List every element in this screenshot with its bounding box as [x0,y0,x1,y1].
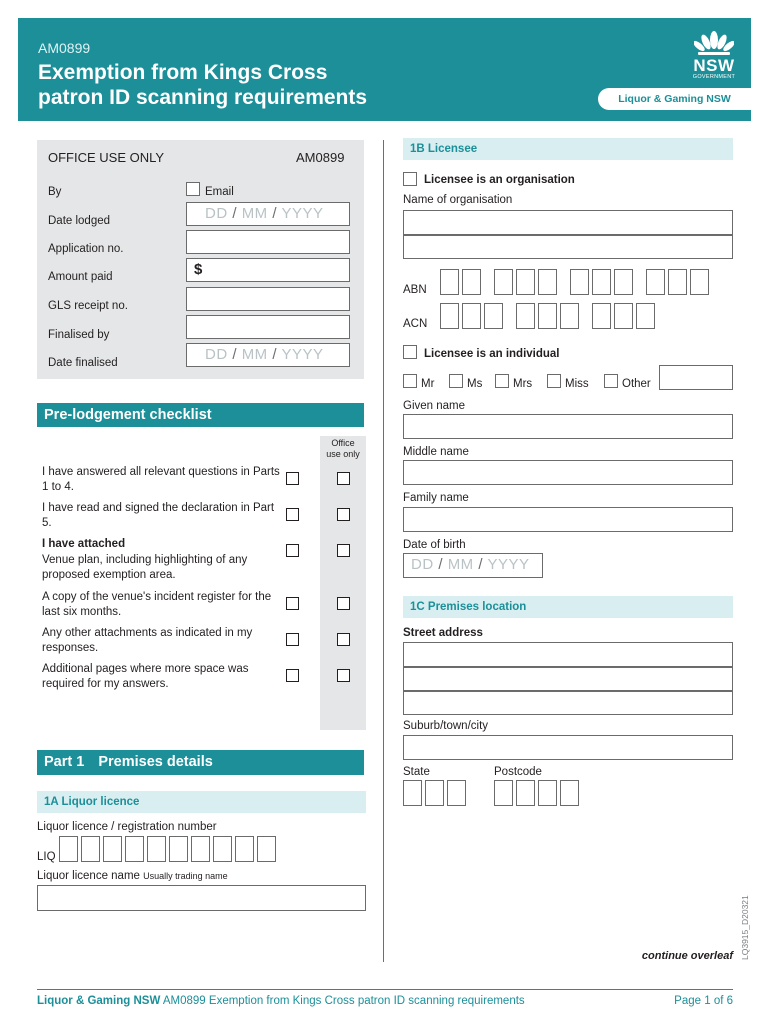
org-option-label: Licensee is an organisation [424,174,575,186]
abn-digit-box[interactable] [440,269,459,295]
date-dd-placeholder: DD [411,556,434,573]
acn-digit-box[interactable] [462,303,481,329]
given-name-label: Given name [403,400,466,412]
checklist-checkbox[interactable] [286,508,299,521]
date-separator: / [272,205,278,222]
side-code-wrapper [740,895,750,970]
org-name-field-2[interactable] [403,235,733,259]
amount-paid-field[interactable] [186,258,350,282]
date-mm-placeholder: MM [241,205,268,222]
street-address-field-2[interactable] [403,667,733,691]
office-use-column-header [320,438,366,460]
licence-digit-box[interactable] [125,836,144,862]
abn-digit-box[interactable] [516,269,535,295]
title-mr-checkbox[interactable] [403,374,417,388]
dob-field[interactable] [403,553,543,578]
agency-tab: Liquor & Gaming NSW [598,88,751,110]
checklist-checkbox[interactable] [286,669,299,682]
nsw-logo-text: NSW [693,56,735,75]
side-code: LQ3915_D20321 [740,895,750,960]
postcode-digit-box[interactable] [560,780,579,806]
licence-name-label-text: Liquor licence name [37,870,140,882]
licence-digit-box[interactable] [81,836,100,862]
date-finalised-field[interactable] [186,343,350,367]
title-mrs-checkbox[interactable] [495,374,509,388]
footer-doc-title: AM0899 Exemption from Kings Cross patron ID scanning requirements [162,995,525,1007]
title-ms-label: Ms [467,378,483,390]
street-address-field-1[interactable] [403,642,733,667]
office-checkbox[interactable] [337,544,350,557]
postcode-digit-box[interactable] [516,780,535,806]
abn-digit-box[interactable] [614,269,633,295]
date-lodged-label: Date lodged [48,215,111,227]
office-checkbox[interactable] [337,633,350,646]
acn-digit-box[interactable] [484,303,503,329]
date-separator: / [232,346,238,363]
date-dd-placeholder: DD [205,205,228,222]
acn-digit-box[interactable] [538,303,557,329]
footer-text [37,995,525,1007]
licence-digit-box[interactable] [103,836,122,862]
org-checkbox[interactable] [403,172,417,186]
title-mr-label: Mr [421,378,435,390]
acn-digit-box[interactable] [560,303,579,329]
date-lodged-field[interactable] [186,202,350,226]
continue-overleaf: continue overleaf [641,950,733,962]
by-label: By [48,186,62,198]
checklist-checkbox[interactable] [286,597,299,610]
acn-digit-box[interactable] [440,303,459,329]
street-address-label: Street address [403,627,483,639]
checklist-checkbox[interactable] [286,633,299,646]
acn-digit-box[interactable] [516,303,535,329]
checklist-checkbox[interactable] [286,544,299,557]
office-checkbox[interactable] [337,597,350,610]
individual-checkbox[interactable] [403,345,417,359]
title-other-label: Other [622,378,651,390]
title-mrs-label: Mrs [513,378,533,390]
licence-number-label: Liquor licence / registration number [37,821,217,833]
amount-paid-label: Amount paid [48,271,113,283]
licence-name-hint: Usually trading name [143,871,228,881]
date-separator: / [272,346,278,363]
date-separator: / [478,556,484,573]
state-char-box[interactable] [403,780,422,806]
part1-bar [37,750,364,775]
licence-digit-box[interactable] [235,836,254,862]
abn-digit-box[interactable] [570,269,589,295]
date-yyyy-placeholder: YYYY [487,556,530,573]
state-label: State [403,766,430,778]
part-number: Part 1 [44,754,85,770]
title-line-2: patron ID scanning requirements [38,86,368,109]
checklist-item-text [42,537,282,583]
acn-digit-box[interactable] [614,303,633,329]
currency-prefix: $ [194,261,203,278]
title-miss-label: Miss [565,378,589,390]
title-other-checkbox[interactable] [604,374,618,388]
checklist-item-text: Additional pages where more space was required for my answers. [42,663,249,690]
licence-digit-box[interactable] [169,836,188,862]
subsection-1c: 1C Premises location [403,596,733,618]
column-divider [383,140,384,962]
licence-digit-box[interactable] [213,836,232,862]
licence-digit-box[interactable] [147,836,166,862]
checklist-item-text: I have answered all relevant questions in Parts 1 to 4. [42,466,280,493]
acn-label: ACN [403,318,428,330]
footer-agency: Liquor & Gaming NSW [37,995,161,1007]
checklist-item-text: A copy of the venue's incident register for the last six months. [42,591,272,618]
email-label: Email [205,186,234,198]
abn-digit-box[interactable] [646,269,665,295]
date-yyyy-placeholder: YYYY [281,346,324,363]
postcode-label: Postcode [494,766,542,778]
part-title: Premises details [98,754,213,770]
checklist-item-text: I have read and signed the declaration in Part 5. [42,502,275,529]
office-use-code: AM0899 [296,150,345,165]
gls-receipt-field[interactable] [186,287,350,311]
abn-digit-box[interactable] [690,269,709,295]
postcode-digit-box[interactable] [494,780,513,806]
gls-receipt-label: GLS receipt no. [48,300,128,312]
finalised-by-field[interactable] [186,315,350,339]
given-name-field[interactable] [403,414,733,439]
org-name-field-1[interactable] [403,210,733,235]
abn-digit-box[interactable] [494,269,513,295]
abn-label: ABN [403,284,427,296]
acn-digit-box[interactable] [636,303,655,329]
licence-digit-box[interactable] [257,836,276,862]
footer-rule [37,989,733,990]
title-line-1: Exemption from Kings Cross [38,61,328,84]
application-no-field[interactable] [186,230,350,254]
office-use-title: OFFICE USE ONLY [48,150,165,165]
middle-name-field[interactable] [403,460,733,485]
title-miss-checkbox[interactable] [547,374,561,388]
date-mm-placeholder: MM [241,346,268,363]
title-ms-checkbox[interactable] [449,374,463,388]
state-char-box[interactable] [447,780,466,806]
office-col-line-1: Office [331,438,355,448]
family-name-field[interactable] [403,507,733,532]
office-checkbox[interactable] [337,508,350,521]
dob-label: Date of birth [403,539,466,551]
acn-digit-box[interactable] [592,303,611,329]
liq-prefix: LIQ [37,851,56,863]
checklist-title: Pre-lodgement checklist [37,403,364,427]
form-title [38,60,458,110]
checklist-item-text: Any other attachments as indicated in my responses. [42,627,253,654]
abn-digit-box[interactable] [538,269,557,295]
licence-digit-box[interactable] [59,836,78,862]
title-other-field[interactable] [659,365,733,390]
postcode-digit-box[interactable] [538,780,557,806]
page-number: Page 1 of 6 [674,995,733,1007]
licence-name-label [37,870,228,882]
date-separator: / [232,205,238,222]
office-col-line-2: use only [326,449,360,459]
subsection-1b: 1B Licensee [403,138,733,160]
form-header [18,18,751,121]
date-separator: / [438,556,444,573]
abn-digit-box[interactable] [462,269,481,295]
waratah-logo-icon [694,26,734,58]
street-address-field-3[interactable] [403,691,733,715]
checklist-item-heading: I have attached [42,538,126,550]
suburb-field[interactable] [403,735,733,760]
date-finalised-label: Date finalised [48,357,118,369]
nsw-logo-subtext: GOVERNMENT [692,74,736,80]
date-yyyy-placeholder: YYYY [281,205,324,222]
date-dd-placeholder: DD [205,346,228,363]
finalised-by-label: Finalised by [48,329,110,341]
state-char-box[interactable] [425,780,444,806]
office-checkbox[interactable] [337,472,350,485]
abn-digit-box[interactable] [592,269,611,295]
office-checkbox[interactable] [337,669,350,682]
subsection-1a: 1A Liquor licence [37,791,366,813]
middle-name-label: Middle name [403,446,469,458]
date-mm-placeholder: MM [447,556,474,573]
abn-digit-box[interactable] [668,269,687,295]
form-code: AM0899 [38,40,91,56]
checklist-checkbox[interactable] [286,472,299,485]
checklist-item-body: Venue plan, including highlighting of any proposed exemption area. [42,554,248,581]
family-name-label: Family name [403,492,469,504]
licence-name-field[interactable] [37,885,366,911]
email-checkbox[interactable] [186,182,200,196]
suburb-label: Suburb/town/city [403,720,489,732]
application-no-label: Application no. [48,243,124,255]
individual-option-label: Licensee is an individual [424,348,560,360]
licence-digit-box[interactable] [191,836,210,862]
org-name-label: Name of organisation [403,194,513,206]
